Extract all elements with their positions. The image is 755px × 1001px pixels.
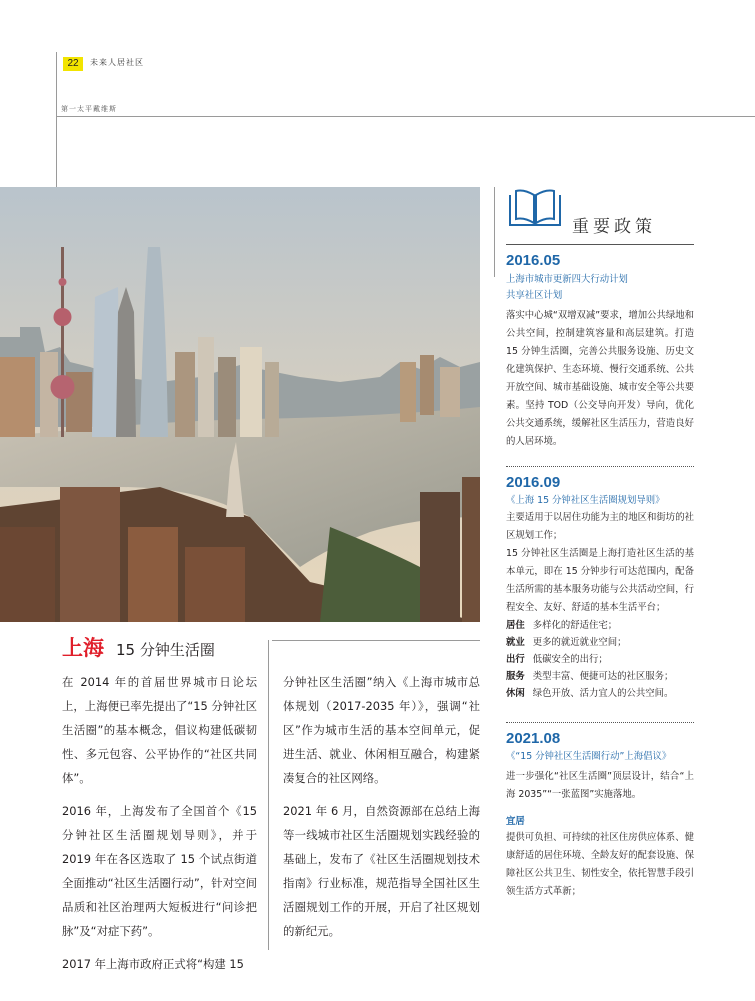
policy-definition bbox=[506, 651, 694, 668]
paragraph: 2016 年，上海发布了全国首个《15 分钟社区生活圈规划导则》，并于 2019 年在各区选取了 15 个试点街道全面推动“社区生活圈行动”，针对空间品质和社区治理两大短板进行“问诊把脉”及“对症下药”。 bbox=[62, 804, 257, 938]
header-rule bbox=[56, 116, 755, 117]
definition-term: 服务 bbox=[506, 671, 525, 682]
policy-subtitle: 上海市城市更新四大行动计划 bbox=[506, 274, 628, 285]
section-label: 第一太平戴维斯 bbox=[61, 105, 117, 113]
policy-year: 2016.09 bbox=[506, 474, 561, 491]
left-margin-rule bbox=[56, 52, 57, 187]
policy-body: 进一步强化“社区生活圈”顶层设计，结合“上海 2035”“一张蓝图”实施落地。 bbox=[506, 771, 694, 800]
paragraph: 2021 年 6 月，自然资源部在总结上海等一线城市社区生活圈规划实践经验的基础上，发布了《社区生活圈规划技术指南》行业标准，规范指导全国社区生活圈规划工作的开展，开启了社区规划的新纪元。 bbox=[283, 804, 480, 938]
policy-separator bbox=[506, 466, 694, 467]
definition-desc: 多样化的舒适住宅； bbox=[532, 620, 618, 631]
policy-entry-2016-09 bbox=[506, 474, 694, 702]
policies-title: 重要政策 bbox=[572, 217, 656, 237]
article-title-rest: 15 分钟生活圈 bbox=[116, 641, 215, 659]
policy-entry-2016-05 bbox=[506, 252, 694, 451]
article-title bbox=[62, 632, 215, 662]
policy-definition bbox=[506, 668, 694, 685]
paragraph: 在 2014 年的首届世界城市日论坛上，上海便已率先提出了“15 分钟社区生活圈”的基本概念，倡议构建低碳韧性、多元包容、公平协作的“社区共同体”。 bbox=[62, 675, 257, 785]
definition-desc: 绿色开放、活力宜人的公共空间。 bbox=[532, 688, 674, 699]
policy-body: 主要适用于以居住功能为主的地区和街坊的社区规划工作； bbox=[506, 512, 694, 541]
title-rule bbox=[272, 640, 480, 641]
policy-separator bbox=[506, 722, 694, 723]
policy-subhead: 宜居 bbox=[506, 816, 525, 827]
policy-body: 15 分钟社区生活圈是上海打造社区生活的基本单元，即在 15 分钟步行可达范围内，配备生活所需的基本服务功能与公共活动空间，行程安全、友好、舒适的基本生活平台； bbox=[506, 548, 694, 613]
open-book-icon bbox=[506, 185, 564, 237]
definition-term: 出行 bbox=[506, 654, 525, 665]
definition-term: 就业 bbox=[506, 637, 525, 648]
running-title: 未来人居社区 bbox=[90, 58, 144, 67]
policy-definition bbox=[506, 685, 694, 702]
policies-rule bbox=[506, 244, 694, 245]
page-number: 22 bbox=[63, 57, 83, 71]
policy-entry-2021-08 bbox=[506, 730, 694, 901]
policy-body: 提供可负担、可持续的社区住房供应体系、健康舒适的居住环境、全龄友好的配套设施、保障社区公共卫生、韧性安全，依托智慧手段引领生活方式革新； bbox=[506, 832, 694, 897]
policy-subtitle: 共享社区计划 bbox=[506, 290, 563, 301]
sidebar-divider bbox=[494, 187, 495, 277]
policy-year: 2016.05 bbox=[506, 252, 561, 269]
definition-term: 居住 bbox=[506, 620, 525, 631]
definition-term: 休闲 bbox=[506, 688, 525, 699]
article-column-2 bbox=[283, 670, 480, 943]
definition-desc: 更多的就近就业空间； bbox=[532, 637, 627, 648]
policy-definition bbox=[506, 617, 694, 634]
policy-body: 落实中心城“双增双减”要求，增加公共绿地和公共空间，控制建筑容量和高层建筑。打造 15 分钟生活圈，完善公共服务设施、历史文化建筑保护、生态环境、慢行交通系统、公共开放空间、城市基础设施、城市安全等公共要素。坚持 TOD（公交导向开发）导向，优化公共交通系统，缓解社区生活压力，营造良好的人居环境。 bbox=[506, 310, 694, 447]
photo-shanghai-skyline bbox=[0, 187, 480, 622]
definition-desc: 类型丰富、便捷可达的社区服务； bbox=[532, 671, 674, 682]
paragraph: 分钟社区生活圈”纳入《上海市城市总体规划（2017-2035 年）》，强调“社区”作为城市生活的基本空间单元，促进生活、就业、休闲相互融合，构建紧凑复合的社区网络。 bbox=[283, 675, 480, 785]
policy-subtitle: 《上海 15 分钟社区生活圈规划导则》 bbox=[506, 495, 665, 506]
policy-subtitle: 《“15 分钟社区生活圈行动”上海倡议》 bbox=[506, 751, 672, 762]
article-column-1 bbox=[62, 670, 257, 976]
article-title-city: 上海 bbox=[62, 636, 104, 660]
column-divider bbox=[268, 640, 269, 950]
definition-desc: 低碳安全的出行； bbox=[532, 654, 608, 665]
policy-year: 2021.08 bbox=[506, 730, 561, 747]
paragraph: 2017 年上海市政府正式将“构建 15 bbox=[62, 957, 244, 971]
policy-definition bbox=[506, 634, 694, 651]
